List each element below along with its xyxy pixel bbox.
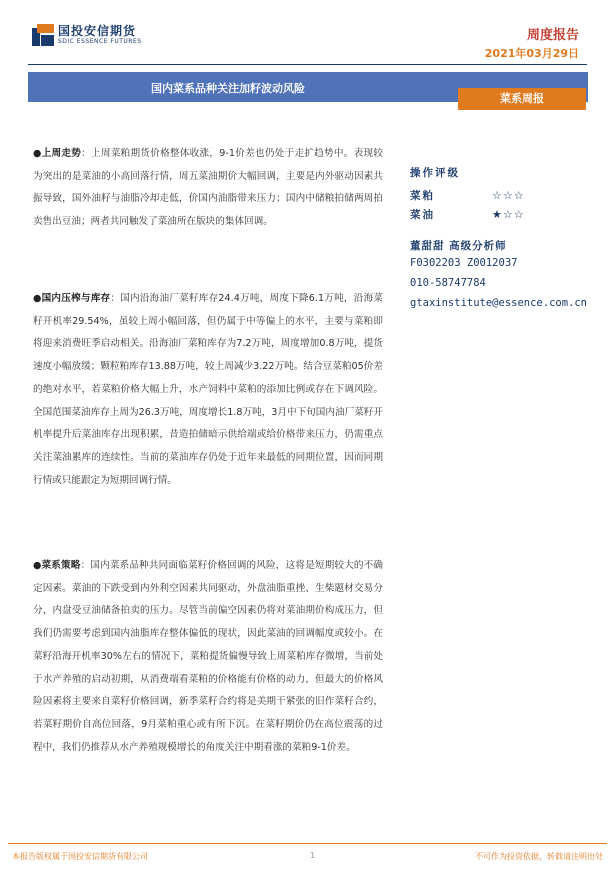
rating-row-oil — [410, 205, 610, 224]
logo-name-cn: 国投安信期货 — [58, 24, 137, 38]
header-divider — [28, 64, 587, 65]
rating-name: 菜粕 — [410, 190, 435, 202]
report-date: 2021年03月29日 — [484, 47, 579, 60]
rating-name: 菜油 — [410, 209, 435, 221]
analyst-email[interactable]: gtaxinstitute@essence.com.cn — [410, 297, 588, 309]
analyst-cert: F0302203 Z0012037 — [410, 257, 518, 269]
section-weekly-trend — [33, 143, 383, 234]
section-heading: ●国内压榨与库存 — [33, 293, 111, 304]
rating-stars-icon: ☆☆☆ — [492, 189, 525, 202]
company-logo — [32, 24, 142, 46]
section-tab: 菜系周报 — [458, 88, 586, 110]
section-heading: ●菜系策略 — [33, 560, 81, 571]
page-number: 1 — [310, 851, 316, 860]
footer-disclaimer: 不可作为投资依据，转载请注明出处 — [475, 852, 603, 861]
sidebar — [410, 165, 610, 313]
rating-stars-icon: ★☆☆ — [492, 208, 525, 221]
footer-divider — [8, 843, 607, 844]
footer-copyright: 本报告版权属于国投安信期货有限公司 — [12, 852, 148, 861]
section-text: ：国内菜系品种共同面临菜籽价格回调的风险，这将是短期较大的不确定因素。菜油的下跌受到内外利空因素共同驱动，外盘油脂重挫、生柴题材交易分分，内盘受豆油储备拍卖的压力。尽管当前偏空因素仍将对菜油期价构成压力，但我们仍需要考虑到国内油脂库存整体偏低的现状，因此菜油的回调幅度或较小。在菜籽沿海开机率30%左右的情况下，菜粕提货偏慢导致上周菜粕库存微增，当前处于水产养殖的启动初期，从消费端看菜粕的价格能有价格的动力，但最大的价格风险因素将主要来自菜籽价格回调，新季菜籽合约将是美期干紧张的旧作菜籽合约，若菜籽期价自高位回落，9月菜粕重心或有所下沉。在菜籽期价仍在高位震荡的过程中，我们仍推荐从水产养殖规模增长的角度关注中期看涨的菜粕9-1价差。 — [33, 560, 384, 753]
rating-row-meal — [410, 186, 610, 205]
logo-mark-icon — [32, 24, 54, 46]
section-heading: ●上周走势 — [33, 148, 82, 159]
section-text: ：上周菜粕期货价格整体收涨，9-1价差也仍处于走扩趋势中。表现较为突出的是菜油的小高回落行情，周五菜油期价大幅回调，主要是内外驱动因素共振导致，国外油籽与油脂冷却走低，价国内油脂带来压力；国内中储粮拍储两周拍卖售出豆油；两者共同触发了菜油所在版块的集体回调。 — [33, 148, 383, 228]
analyst-phone: 010-58747784 — [410, 277, 486, 289]
report-title: 国内菜系品种关注加籽波动风险 — [151, 82, 305, 95]
section-text: ：国内沿海油厂菜籽库存24.4万吨，周度下降6.1万吨，沿海菜籽开机率29.54%，虽较上周小幅回落，但仍属于中等偏上的水平，主要与菜粕即将迎来消费旺季启动相关。沿海油厂菜粕库存为7.2万吨，周度增加0.8万吨，提货速度小幅放缓；颗粒粕库存13.88万吨，较上周减少3.22万吨。结合豆菜粕05价差的绝对水平，若菜粕价格大幅上升，水产饲料中菜粕的添加比例或存在下调风险。全国范围菜油库存上周为26.3万吨，周度增长1.8万吨，3月中下旬国内油厂菜籽开机率提升后菜油库存出现积累，昔造拍储暗示供给端或给价格带来压力，仍需重点关注菜油累库的连续性。当前的菜油库存仍处于近年来最低的同期位置，因而同期行情或只能跟定为短期回调行情。 — [33, 293, 383, 486]
rating-title: 操作评级 — [410, 167, 460, 179]
report-type: 周度报告 — [526, 28, 579, 43]
logo-name-en: SDIC ESSENCE FUTURES — [58, 38, 142, 45]
section-crush-inventory — [33, 288, 383, 492]
analyst-name: 董甜甜 高级分析师 — [410, 240, 507, 252]
section-strategy — [33, 555, 383, 759]
